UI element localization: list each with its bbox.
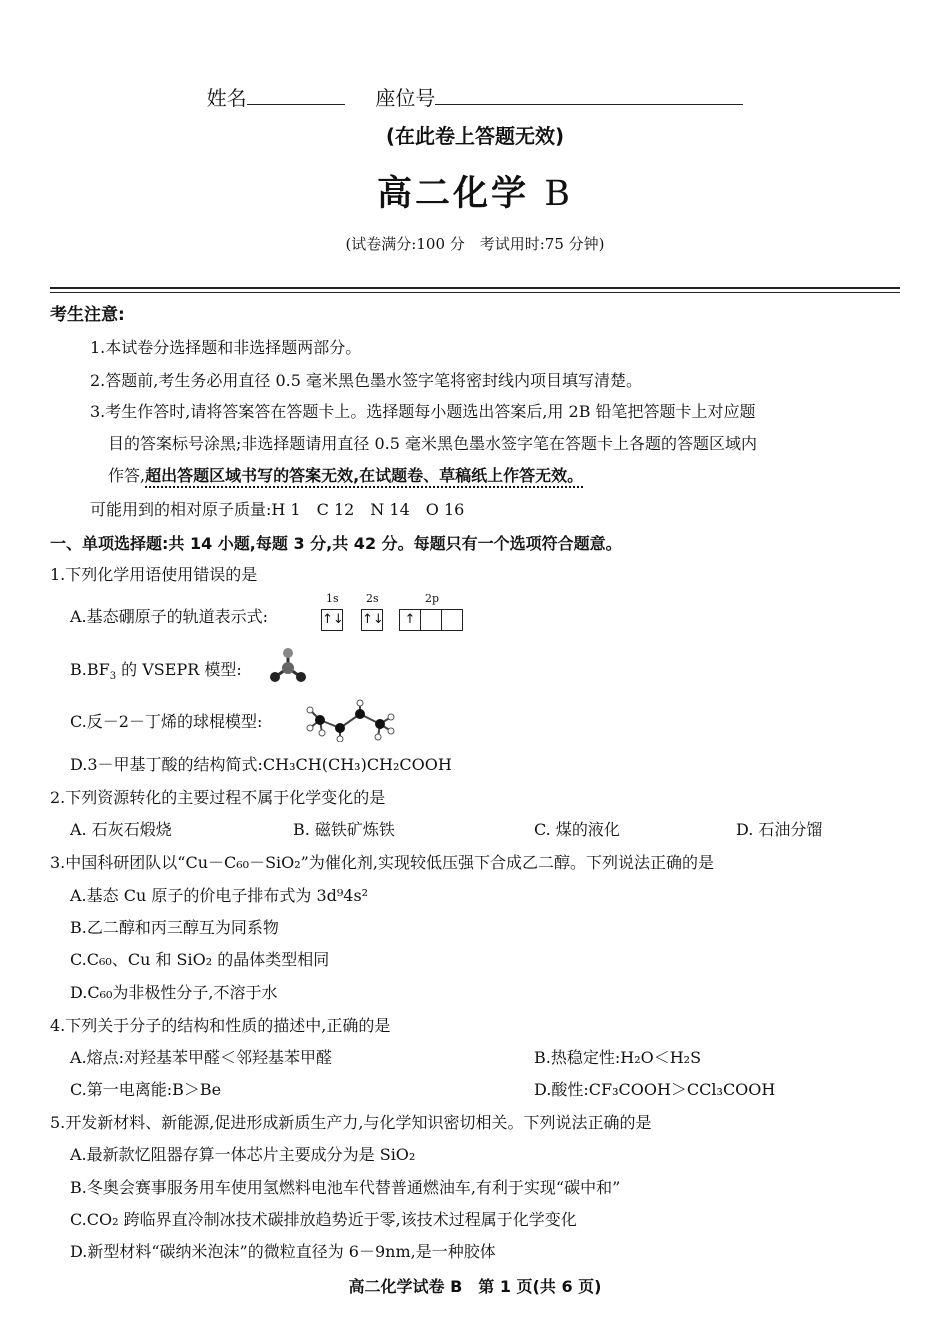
q3-stem: 3.中国科研团队以“Cu－C₆₀－SiO₂”为催化剂,实现较低压强下合成乙二醇。下列说法正确的是 xyxy=(50,853,714,872)
notice-item-3-line-3 xyxy=(108,463,583,486)
q1-b-prefix: B.BF xyxy=(70,660,110,679)
title-variant: B xyxy=(544,174,573,214)
q3-option-b: B.乙二醇和丙三醇互为同系物 xyxy=(70,918,279,937)
q2-option-b: B. 磁铁矿炼铁 xyxy=(293,820,395,839)
q5-option-d: D.新型材料“碳纳米泡沫”的微粒直径为 6－9nm,是一种胶体 xyxy=(70,1242,496,1261)
notice-item-2: 2.答题前,考生务必用直径 0.5 毫米黑色墨水签字笔将密封线内项目填写清楚。 xyxy=(90,371,642,390)
q2-option-a: A. 石灰石煅烧 xyxy=(70,820,172,839)
orbital-box-1s: ↑↓ xyxy=(321,609,343,631)
q4-stem: 4.下列关于分子的结构和性质的描述中,正确的是 xyxy=(50,1016,391,1035)
q4-option-d: D.酸性:CF₃COOH＞CCl₃COOH xyxy=(534,1080,776,1099)
q1-option-d: D.3－甲基丁酸的结构简式:CH₃CH(CH₃)CH₂COOH xyxy=(70,755,452,774)
title-text: 高二化学 xyxy=(377,174,530,214)
notice-item-3-line-2: 目的答案标号涂黑;非选择题请用直径 0.5 毫米黑色墨水签字笔在答题卡上各题的答题区域内 xyxy=(108,434,758,453)
orbital-box-2s: ↑↓ xyxy=(361,609,383,631)
q2-stem: 2.下列资源转化的主要过程不属于化学变化的是 xyxy=(50,788,386,807)
name-label: 姓名 xyxy=(206,86,247,110)
double-rule-bottom xyxy=(50,292,900,293)
bf3-vsepr-model-icon xyxy=(268,646,308,686)
q3-option-d: D.C₆₀为非极性分子,不溶于水 xyxy=(70,983,278,1002)
q5-option-a: A.最新款忆阻器存算一体芯片主要成分为是 SiO₂ xyxy=(70,1145,416,1164)
q5-option-c: C.CO₂ 跨临界直冷制冰技术碳排放趋势近于零,该技术过程属于化学变化 xyxy=(70,1210,577,1229)
name-blank xyxy=(247,86,345,105)
atomic-masses: 可能用到的相对原子质量:H 1 C 12 N 14 O 16 xyxy=(90,500,465,519)
header-fields xyxy=(0,82,950,111)
orbital-box-2p-2 xyxy=(420,609,442,631)
orbital-label-2s: 2s xyxy=(366,592,379,605)
seat-label: 座位号 xyxy=(375,86,436,110)
q4-option-b: B.热稳定性:H₂O＜H₂S xyxy=(534,1048,702,1067)
notice-item-3-prefix: 作答, xyxy=(108,466,146,485)
page-title xyxy=(0,166,950,216)
invalid-note: (在此卷上答题无效) xyxy=(385,124,565,148)
q4-option-a: A.熔点:对羟基苯甲醛＜邻羟基苯甲醛 xyxy=(70,1048,333,1067)
q1-option-c: C.反－2－丁烯的球棍模型: xyxy=(70,712,263,731)
orbital-box-2p-1: ↑ xyxy=(399,609,421,631)
double-rule-top xyxy=(50,287,900,289)
q1-b-subscript: 3 xyxy=(109,671,117,683)
q4-option-c: C.第一电离能:B＞Be xyxy=(70,1080,222,1099)
q1-b-suffix: 的 VSEPR 模型: xyxy=(116,660,242,679)
orbital-label-2p: 2p xyxy=(425,592,440,605)
notice-item-1: 1.本试卷分选择题和非选择题两部分。 xyxy=(90,338,362,357)
q5-stem: 5.开发新材料、新能源,促进形成新质生产力,与化学知识密切相关。下列说法正确的是 xyxy=(50,1113,652,1132)
q3-option-c: C.C₆₀、Cu 和 SiO₂ 的晶体类型相同 xyxy=(70,950,330,969)
notice-emphasis: 超出答题区域书写的答案无效,在试题卷、草稿纸上作答无效。 xyxy=(145,466,584,485)
orbital-box-2p-3 xyxy=(441,609,463,631)
q1-stem: 1.下列化学用语使用错误的是 xyxy=(50,565,258,584)
q3-option-a: A.基态 Cu 原子的价电子排布式为 3d⁹4s² xyxy=(70,886,369,905)
q5-option-b: B.冬奥会赛事服务用车使用氢燃料电池车代替普通燃油车,有利于实现“碳中和” xyxy=(70,1178,621,1197)
notice-item-3-line-1: 3.考生作答时,请将答案答在答题卡上。选择题每小题选出答案后,用 2B 铅笔把答题卡上对应题 xyxy=(90,402,756,421)
q1-option-a: A.基态硼原子的轨道表示式: xyxy=(70,607,269,626)
seat-blank xyxy=(435,86,743,105)
q1-option-b xyxy=(70,657,242,682)
page-footer: 高二化学试卷 B 第 1 页(共 6 页) xyxy=(348,1277,602,1296)
q2-option-c: C. 煤的液化 xyxy=(534,820,620,839)
trans-2-butene-ball-stick-icon xyxy=(302,698,398,742)
orbital-label-1s: 1s xyxy=(326,592,339,605)
q2-option-d: D. 石油分馏 xyxy=(736,820,823,839)
exam-meta: (试卷满分:100 分 考试用时:75 分钟) xyxy=(345,235,605,253)
notice-heading: 考生注意: xyxy=(50,305,125,325)
section-1-heading: 一、单项选择题:共 14 小题,每题 3 分,共 42 分。每题只有一个选项符合题意。 xyxy=(50,534,622,553)
